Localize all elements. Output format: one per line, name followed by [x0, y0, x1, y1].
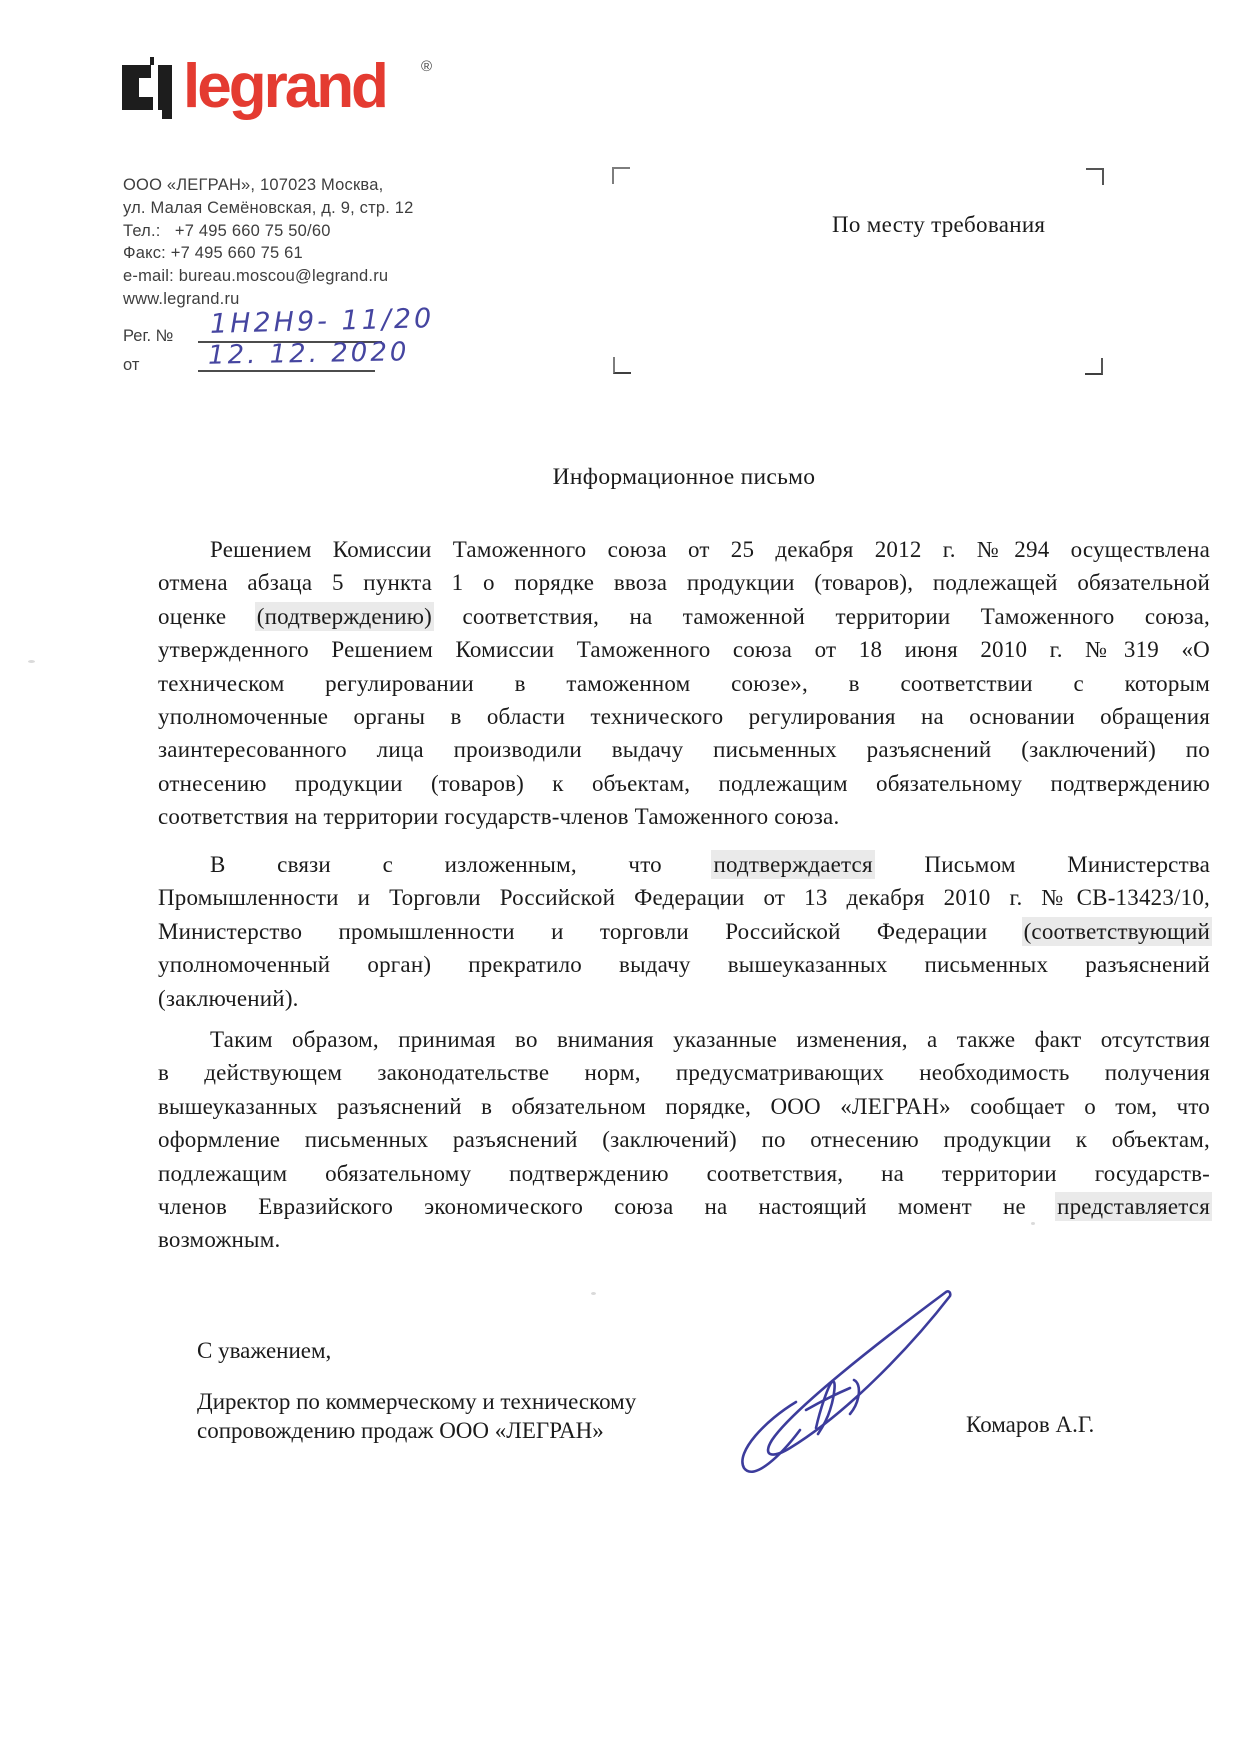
text-line: Таким образом, принимая во внимания указанные изменения, а также факт отсутствия [210, 1027, 1210, 1052]
corner-mark-top-left [612, 167, 630, 184]
corner-mark-top-right [1086, 168, 1104, 185]
corner-mark-bottom-left [613, 357, 631, 374]
text-line: www.legrand.ru [123, 289, 240, 308]
text-line: В связи с изложенным, что подтверждается Письмом Министерства [210, 852, 1210, 877]
text-line: техническом регулировании в таможенном союзе», в соответствии с которым [158, 670, 1210, 696]
text-line: вышеуказанных разъяснений в обязательном порядке, ООО «ЛЕГРАН» сообщает о том, что [158, 1093, 1210, 1119]
scan-speck [1031, 1222, 1035, 1225]
signature [720, 1282, 980, 1492]
salutation: С уважением, [197, 1338, 332, 1363]
text-line: Решением Комиссии Таможенного союза от 25 декабря 2012 г. №294 осуществлена [210, 537, 1210, 562]
legrand-logo-icon [122, 57, 172, 127]
text-line: уполномоченный орган) прекратило выдачу вышеуказанных письменных разъяснений [158, 952, 1210, 978]
paragraph-2 [158, 848, 1210, 1015]
scan-speck [28, 660, 35, 663]
text-line: Тел.: +7 495 660 75 50/60 [123, 221, 331, 240]
reg-date-label: от [123, 356, 140, 374]
company-contact-block [123, 174, 414, 311]
text-line: соответствия на территории государств-членов Таможенного союза. [158, 804, 840, 830]
paragraph-1 [158, 533, 1210, 834]
scan-speck [591, 1292, 596, 1295]
text-line: отмена абзаца 5 пункта 1 о порядке ввоза продукции (товаров), подлежащей обязательной [158, 570, 1210, 596]
text-line: утвержденного Решением Комиссии Таможенного союза от 18 июня 2010 г. №319 «О [158, 637, 1210, 663]
text-line: в действующем законодательстве норм, предусматривающих необходимость получения [158, 1060, 1210, 1086]
text-line: e-mail: bureau.moscou@legrand.ru [123, 267, 389, 286]
text-line: Директор по коммерческому и техническому [197, 1389, 637, 1414]
text-line: ООО «ЛЕГРАН», 107023 Москва, [123, 176, 384, 194]
text-line: возможным. [158, 1227, 281, 1253]
text-line: Промышленности и Торговли Российской Федерации от 13 декабря 2010 г. №СВ-13423/10, [158, 885, 1210, 911]
text-line: оценке (подтверждению) соответствия, на таможенной территории Таможенного союза, [158, 603, 1210, 629]
text-line: сопровождению продаж ООО «ЛЕГРАН» [197, 1417, 604, 1443]
reg-number-handwritten: 1Н2Н9- 11/20 [209, 303, 435, 340]
text-line: заинтересованного лица производили выдачу письменных разъяснений (заключений) по [158, 737, 1210, 763]
text-line: ул. Малая Семёновская, д. 9, стр. 12 [123, 198, 414, 217]
text-line: оформление письменных разъяснений (заключений) по отнесению продукции к объектам, [158, 1127, 1210, 1153]
text-line: отнесению продукции (товаров) к объектам, подлежащим обязательному подтверждению [158, 770, 1210, 796]
legrand-wordmark: legrand [183, 52, 386, 121]
paragraph-3 [158, 1023, 1210, 1257]
text-line: членов Евразийского экономического союза на настоящий момент не представляется [158, 1194, 1210, 1220]
text-line: Министерство промышленности и торговли Российской Федерации (соответствующий [158, 918, 1210, 944]
text-line: подлежащим обязательному подтверждению соответствия, на территории государств- [158, 1160, 1210, 1186]
registered-trademark-icon: ® [421, 58, 433, 75]
recipient-text: По месту требования [832, 212, 1046, 237]
signer-name: Комаров А.Г. [966, 1412, 1095, 1437]
reg-number-label: Рег. № [123, 327, 174, 345]
signer-title [197, 1388, 636, 1445]
text-line: уполномоченные органы в области технического регулирования на основании обращения [158, 704, 1210, 730]
text-line: Факс: +7 495 660 75 61 [123, 244, 303, 263]
letter-title: Информационное письмо [552, 464, 816, 490]
corner-mark-bottom-right [1085, 358, 1103, 375]
reg-date-handwritten: 12. 12. 2020 [207, 337, 410, 371]
text-line: (заключений). [158, 985, 299, 1011]
